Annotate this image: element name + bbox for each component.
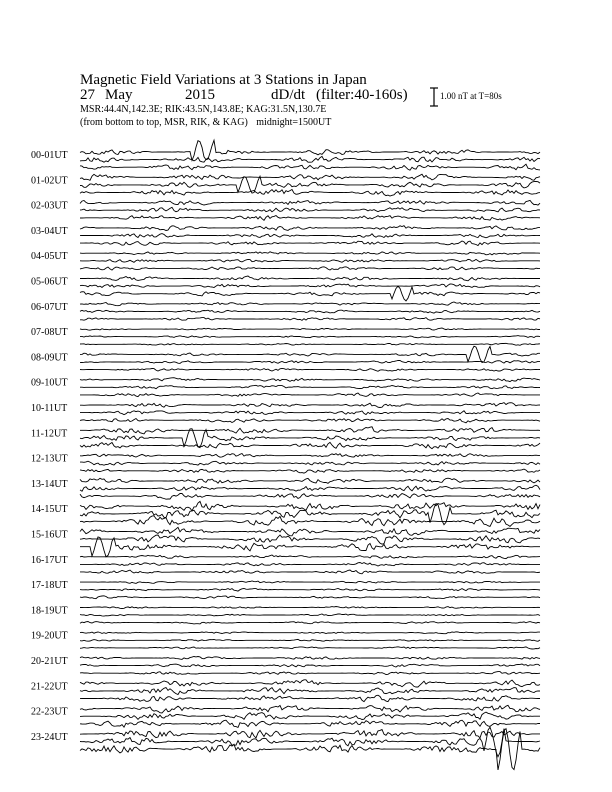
row-label: 15-16UT bbox=[31, 529, 68, 541]
trace-msr bbox=[80, 393, 540, 397]
trace-rik bbox=[80, 156, 540, 162]
row-label: 03-04UT bbox=[31, 225, 68, 237]
hour-row bbox=[31, 727, 540, 770]
trace-rik bbox=[80, 284, 540, 288]
filter-label: (filter:40-160s) bbox=[316, 87, 408, 103]
trace-kag bbox=[80, 378, 540, 382]
trace-kag bbox=[80, 501, 540, 510]
station-coordinates: MSR:44.4N,142.3E; RIK:43.5N,143.8E; KAG:31.5N,130.7E bbox=[80, 104, 327, 115]
trace-kag bbox=[80, 730, 540, 738]
trace-msr bbox=[80, 164, 540, 170]
order-note: (from bottom to top, MSR, RIK, & KAG) bbox=[80, 117, 248, 128]
trace-msr bbox=[80, 318, 540, 321]
row-label: 09-10UT bbox=[31, 377, 68, 389]
hour-row bbox=[31, 346, 540, 371]
trace-kag bbox=[80, 346, 540, 362]
trace-kag bbox=[80, 403, 540, 408]
trace-kag bbox=[80, 427, 540, 434]
row-label: 10-11UT bbox=[31, 403, 68, 414]
date-day: 27 bbox=[80, 87, 95, 103]
trace-msr bbox=[80, 516, 540, 527]
trace-rik bbox=[80, 385, 540, 388]
trace-rik bbox=[80, 360, 540, 363]
trace-msr bbox=[80, 190, 540, 197]
hour-row bbox=[31, 403, 540, 423]
hour-row bbox=[31, 427, 540, 449]
row-label: 16-17UT bbox=[31, 554, 68, 566]
row-label: 12-13UT bbox=[31, 453, 68, 465]
trace-msr bbox=[80, 647, 540, 649]
scale-bar-label: 1.00 nT at T=80s bbox=[440, 91, 502, 101]
trace-rik bbox=[80, 688, 540, 695]
trace-rik bbox=[80, 614, 540, 616]
trace-msr bbox=[80, 286, 540, 301]
trace-msr bbox=[80, 419, 540, 423]
hour-row bbox=[31, 478, 540, 499]
trace-rik bbox=[80, 207, 540, 212]
hour-row bbox=[31, 454, 540, 474]
row-label: 06-07UT bbox=[31, 301, 68, 313]
trace-rik bbox=[80, 234, 540, 238]
hour-row bbox=[31, 327, 540, 345]
hour-row bbox=[31, 251, 540, 270]
row-label: 17-18UT bbox=[31, 580, 68, 592]
hour-row bbox=[31, 605, 540, 624]
trace-kag bbox=[80, 657, 540, 660]
trace-msr bbox=[80, 241, 540, 246]
hour-row bbox=[31, 527, 540, 557]
trace-msr bbox=[80, 343, 540, 345]
trace-kag bbox=[80, 276, 540, 281]
trace-msr bbox=[80, 570, 540, 574]
row-label: 18-19UT bbox=[31, 605, 68, 617]
row-label: 07-08UT bbox=[31, 327, 68, 339]
trace-kag bbox=[80, 478, 540, 483]
trace-msr bbox=[80, 596, 540, 599]
hour-row bbox=[31, 140, 540, 170]
trace-rik bbox=[80, 336, 540, 338]
trace-kag bbox=[80, 226, 540, 231]
hour-row bbox=[31, 631, 540, 649]
trace-msr bbox=[80, 368, 540, 371]
trace-kag bbox=[80, 680, 540, 687]
date-month: May bbox=[105, 87, 133, 103]
trace-rik bbox=[80, 411, 540, 415]
trace-msr bbox=[80, 469, 540, 473]
hour-row bbox=[31, 276, 540, 301]
row-label: 22-23UT bbox=[31, 706, 68, 718]
trace-msr bbox=[80, 267, 540, 270]
trace-msr bbox=[80, 216, 540, 221]
hour-row bbox=[31, 378, 540, 397]
trace-kag bbox=[80, 527, 540, 536]
hour-row bbox=[31, 580, 540, 599]
hour-row bbox=[31, 174, 540, 196]
date-year: 2015 bbox=[185, 87, 215, 103]
trace-kag bbox=[80, 252, 540, 255]
row-label: 11-12UT bbox=[31, 428, 68, 440]
hour-row bbox=[31, 555, 540, 574]
row-label: 00-01UT bbox=[31, 150, 68, 161]
trace-kag bbox=[80, 140, 540, 160]
row-label: 04-05UT bbox=[31, 251, 68, 263]
trace-rik bbox=[80, 639, 540, 641]
row-label: 20-21UT bbox=[31, 656, 68, 667]
hour-row bbox=[31, 302, 540, 321]
hour-row bbox=[31, 656, 540, 675]
row-label: 08-09UT bbox=[31, 352, 68, 364]
trace-rik bbox=[80, 259, 540, 262]
hour-row bbox=[31, 226, 540, 246]
row-label: 21-22UT bbox=[31, 681, 68, 693]
trace-kag bbox=[80, 555, 540, 559]
hour-row bbox=[31, 200, 540, 220]
trace-rik bbox=[80, 589, 540, 592]
trace-kag bbox=[80, 705, 540, 713]
hour-row bbox=[31, 501, 540, 526]
midnight-note: midnight=1500UT bbox=[256, 117, 332, 128]
trace-rik bbox=[80, 461, 540, 465]
trace-kag bbox=[80, 302, 540, 306]
trace-kag bbox=[80, 200, 540, 205]
row-label: 14-15UT bbox=[31, 504, 68, 516]
trace-msr bbox=[80, 720, 540, 727]
trace-msr bbox=[80, 493, 540, 499]
chart-title: Magnetic Field Variations at 3 Stations in Japan bbox=[80, 72, 367, 88]
trace-msr bbox=[80, 672, 540, 675]
trace-rik bbox=[80, 535, 540, 544]
trace-kag bbox=[80, 328, 540, 330]
row-label: 23-24UT bbox=[31, 731, 68, 743]
trace-kag bbox=[80, 632, 540, 634]
trace-msr bbox=[80, 622, 540, 624]
trace-msr bbox=[80, 442, 540, 448]
trace-rik bbox=[80, 664, 540, 667]
quantity-label: dD/dt bbox=[271, 87, 306, 103]
trace-kag bbox=[80, 607, 540, 609]
trace-rik bbox=[80, 485, 540, 491]
trace-kag bbox=[80, 454, 540, 458]
trace-rik bbox=[80, 310, 540, 313]
trace-kag bbox=[80, 581, 540, 583]
hour-row bbox=[31, 680, 540, 702]
row-label: 02-03UT bbox=[31, 200, 68, 212]
hour-row bbox=[31, 705, 540, 727]
row-label: 05-06UT bbox=[31, 276, 68, 288]
trace-rik bbox=[80, 176, 540, 193]
trace-kag bbox=[80, 174, 540, 180]
row-label: 01-02UT bbox=[31, 175, 68, 187]
row-label: 19-20UT bbox=[31, 630, 68, 642]
trace-rik bbox=[80, 712, 540, 719]
trace-msr bbox=[80, 695, 540, 701]
trace-rik bbox=[80, 563, 540, 567]
row-label: 13-14UT bbox=[31, 478, 68, 490]
